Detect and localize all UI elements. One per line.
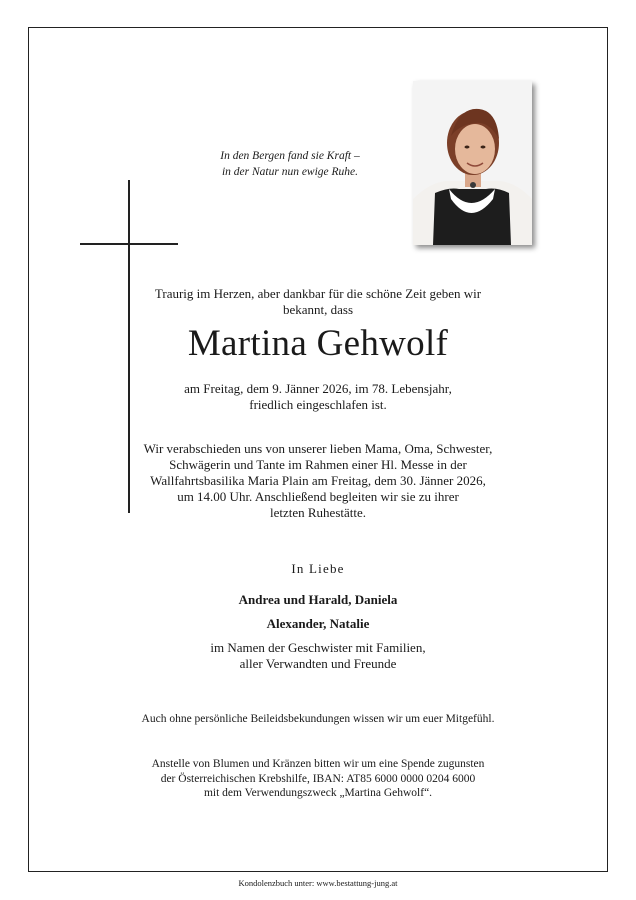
on-behalf-line: im Namen der Geschwister mit Familien, — [210, 640, 426, 655]
in-liebe-heading: In Liebe — [291, 561, 345, 576]
donation-line: mit dem Verwendungszweck „Martina Gehwolf“. — [203, 787, 433, 799]
service-line: Wir verabschieden uns von unserer lieben Mama, Oma, Schwester, — [143, 441, 493, 456]
death-notice — [0, 381, 636, 413]
service-line: Schwägerin und Tante im Rahmen einer Hl. Messe in der — [169, 457, 467, 472]
donation-line: Anstelle von Blumen und Kränzen bitten wir um eine Spende zugunsten — [151, 758, 485, 770]
death-line: friedlich eingeschlafen ist. — [249, 397, 387, 412]
on-behalf-text — [0, 640, 636, 672]
funeral-service-text — [0, 441, 636, 521]
cross-horizontal-bar — [80, 243, 178, 245]
intro-line: bekannt, dass — [282, 302, 354, 317]
motto-line: In den Bergen fand sie Kraft – — [220, 150, 360, 162]
condolence-note: Auch ohne persönliche Beileidsbekundungen wissen wir um euer Mitgefühl. — [141, 713, 495, 725]
service-line: um 14.00 Uhr. Anschließend begleiten wir sie zu ihrer — [177, 489, 459, 504]
mourners-line: Alexander, Natalie — [266, 616, 370, 631]
mourners-line: Andrea und Harald, Daniela — [238, 592, 398, 607]
donation-request — [0, 757, 636, 801]
service-line: Wallfahrtsbasilika Maria Plain am Freitag, dem 30. Jänner 2026, — [150, 473, 486, 488]
intro-text — [0, 286, 636, 318]
deceased-name: Martina Gehwolf — [187, 323, 449, 364]
on-behalf-line: aller Verwandten und Freunde — [239, 656, 397, 671]
death-line: am Freitag, dem 9. Jänner 2026, im 78. Lebensjahr, — [184, 381, 452, 396]
portrait-photo — [413, 81, 532, 245]
motto-quote — [180, 148, 400, 180]
service-line: letzten Ruhestätte. — [269, 505, 367, 520]
condolence-book-link[interactable]: Kondolenzbuch unter: www.bestattung-jung.at — [238, 878, 398, 888]
motto-line: in der Natur nun ewige Ruhe. — [221, 166, 359, 178]
intro-line: Traurig im Herzen, aber dankbar für die schöne Zeit geben wir — [154, 286, 482, 301]
mourners-names — [0, 588, 636, 636]
portrait-image — [413, 81, 532, 245]
donation-line: der Österreichischen Krebshilfe, IBAN: AT85 6000 0000 0204 6000 — [160, 772, 476, 785]
